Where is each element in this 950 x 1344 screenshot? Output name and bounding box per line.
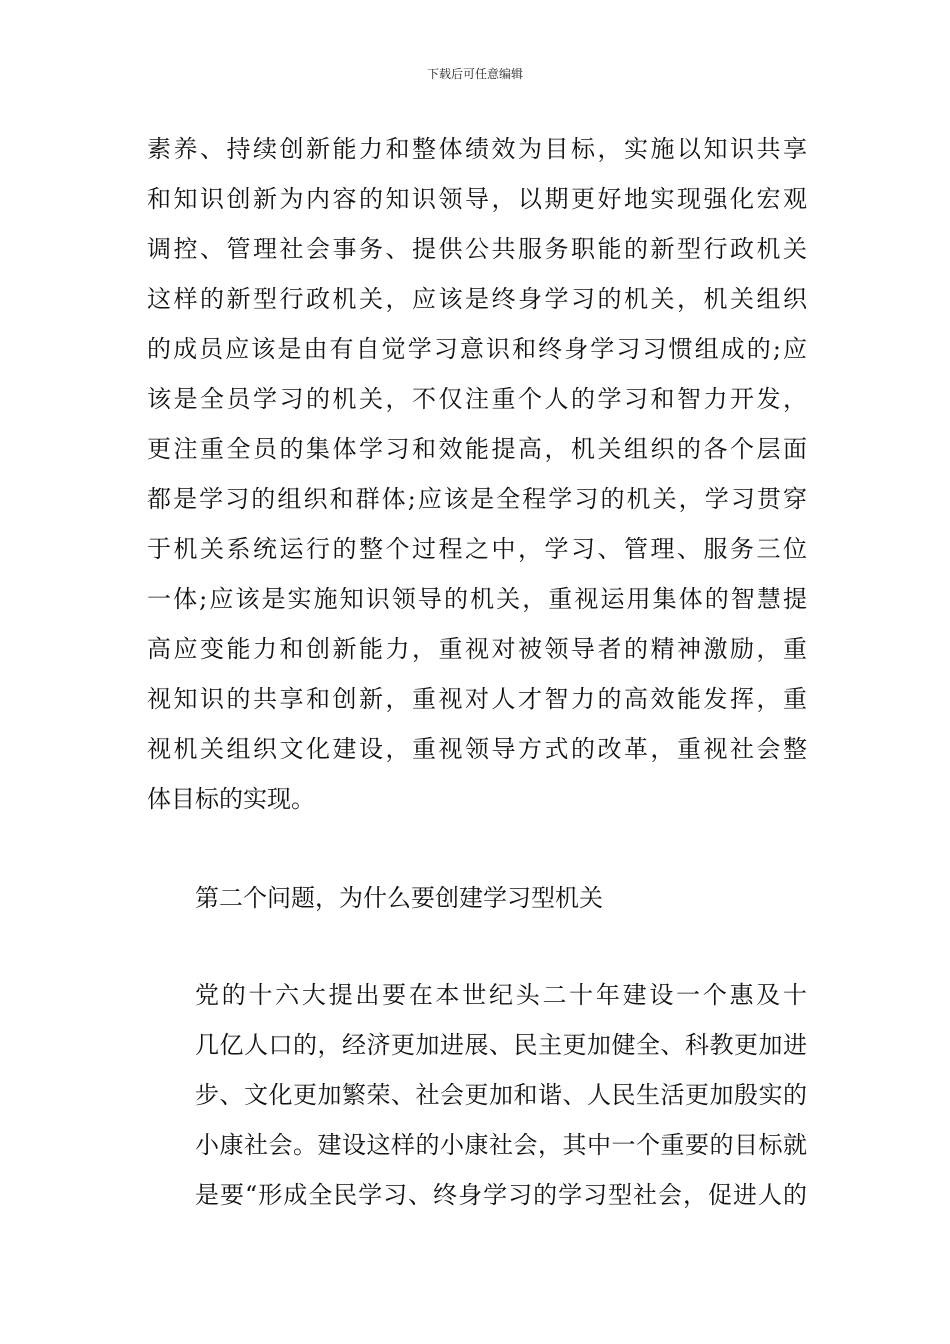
text-line: 于机关系统运行的整个过程之中，学习、管理、服务三位 <box>147 535 807 563</box>
text-line: 更注重全员的集体学习和效能提高，机关组织的各个层面 <box>147 435 807 463</box>
text-line: 该是全员学习的机关，不仅注重个人的学习和智力开发， <box>147 385 807 413</box>
text-line: 视知识的共享和创新，重视对人才智力的高效能发挥，重 <box>147 685 807 713</box>
text-line: 视机关组织文化建设，重视领导方式的改革，重视社会整 <box>147 735 807 763</box>
text-line: 是要“形成全民学习、终身学习的学习型社会，促进人的 <box>195 1181 807 1209</box>
text-line: 几亿人口的，经济更加进展、民主更加健全、科教更加进 <box>195 1031 807 1059</box>
text-line: 党的十六大提出要在本世纪头二十年建设一个惠及十 <box>195 981 807 1009</box>
page-header: 下载后可任意编辑 <box>426 67 523 81</box>
text-line: 步、文化更加繁荣、社会更加和谐、人民生活更加殷实的 <box>195 1081 807 1109</box>
text-line: 高应变能力和创新能力，重视对被领导者的精神激励，重 <box>147 635 807 663</box>
text-line: 都是学习的组织和群体;应该是全程学习的机关，学习贯穿 <box>147 485 807 513</box>
text-line: 这样的新型行政机关，应该是终身学习的机关，机关组织 <box>147 285 807 313</box>
text-line: 小康社会。建设这样的小康社会，其中一个重要的目标就 <box>195 1131 807 1159</box>
section-heading <box>147 873 807 923</box>
text-line: 一体;应该是实施知识领导的机关，重视运用集体的智慧提 <box>147 585 807 613</box>
text-line: 的成员应该是由有自觉学习意识和终身学习习惯组成的;应 <box>147 335 807 363</box>
heading-line: 第二个问题，为什么要创建学习型机关 <box>195 884 603 912</box>
text-line: 素养、持续创新能力和整体绩效为目标，实施以知识共享 <box>147 135 807 163</box>
text-line: 和知识创新为内容的知识领导，以期更好地实现强化宏观 <box>147 185 807 213</box>
text-line: 调控、管理社会事务、提供公共服务职能的新型行政机关 <box>147 235 807 263</box>
text-line: 体目标的实现。 <box>147 785 315 813</box>
paragraph-learning-organization <box>147 124 807 824</box>
paragraph-sixteenth-congress <box>147 970 807 1220</box>
